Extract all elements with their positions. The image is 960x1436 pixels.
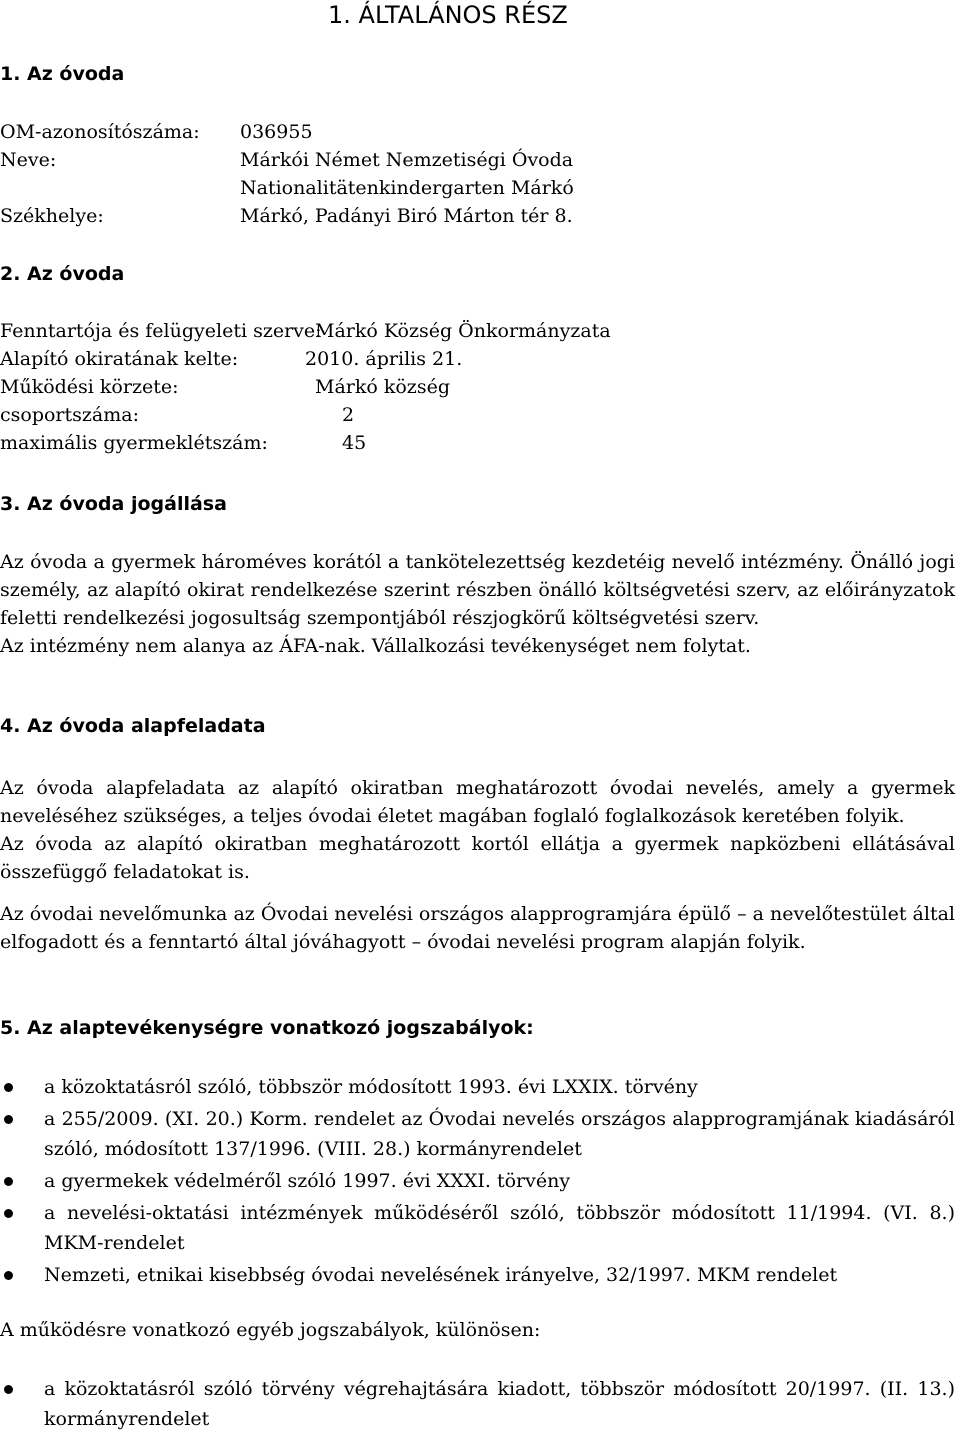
field-row [0,401,960,429]
other-legislation-heading: A működésre vonatkozó egyéb jogszabályok, különösen: [0,1319,541,1341]
field-value: Nationalitätenkindergarten Márkó [240,177,574,199]
list-item-text: a közoktatásról szóló, többször módosított 1993. évi LXXIX. törvény [44,1076,698,1098]
field-key: Alapító okiratának kelte: [0,348,239,370]
list-item [0,1104,955,1164]
list-item [0,1260,955,1290]
page-title [0,0,960,30]
bullet-icon [4,1083,13,1092]
list-item-text: a közoktatásról szóló törvény végrehajtására kiadott, többször módosított 20/1997. (II. 13.) kormányrendelet [44,1378,955,1430]
other-legislation-list [0,1374,955,1436]
list-item [0,1072,955,1102]
list-item-text: a nevelési-oktatási intézmények működéséről szóló, többször módosított 11/1994. (VI. 8.) MKM-rendelet [44,1202,955,1254]
field-row [0,317,960,345]
field-row [0,202,960,230]
bullet-icon [4,1177,13,1186]
section3-heading: 3. Az óvoda jogállása [0,493,227,515]
bullet-icon [4,1209,13,1218]
field-value: Márkó község [315,376,450,398]
field-key: Neve: [0,149,57,171]
field-key: maximális gyermeklétszám: [0,432,268,454]
field-row [0,345,960,373]
field-row [0,146,960,174]
bullet-icon [4,1385,13,1394]
list-item [0,1198,955,1258]
field-key: Székhelye: [0,205,104,227]
section1-heading: 1. Az óvoda [0,63,125,85]
field-value: 45 [342,432,367,454]
section2-fields [0,317,960,457]
field-key: csoportszáma: [0,404,139,426]
field-value: 2010. április 21. [305,348,463,370]
section5-heading: 5. Az alaptevékenységre vonatkozó jogszabályok: [0,1017,534,1039]
section4-paragraph-2: Az óvoda az alapító okiratban meghatározott kortól ellátja a gyermek napközbeni ellátásával összefüggő feladatokat is. [0,833,955,883]
field-row [0,373,960,401]
section3-paragraph: Az óvoda a gyermek hároméves korától a tankötelezettség kezdetéig nevelő intézmény. Önálló jogi személy, az alapító okirat rendelkezése szerint részben önálló költségvetési szerv, az előirányzatok feletti rendelkezési jogosultság szempontjából részjogkörű költségvetési szerv. [0,551,955,629]
legislation-list [0,1072,955,1292]
list-item [0,1166,955,1196]
field-row [0,118,960,146]
field-key: Működési körzete: [0,376,179,398]
field-row [0,174,960,202]
section4-heading: 4. Az óvoda alapfeladata [0,715,266,737]
field-key: OM-azonosítószáma: [0,121,200,143]
list-item-text: a gyermekek védelméről szóló 1997. évi XXXI. törvény [44,1170,571,1192]
section4-paragraph-3: Az óvodai nevelőmunka az Óvodai nevelési országos alapprogramjára épülő – a nevelőtestület által elfogadott és a fenntartó által jóváhagyott – óvodai nevelési program alapján folyik. [0,903,955,953]
field-key: Fenntartója és felügyeleti szerve: [0,320,322,342]
section1-fields [0,118,960,230]
list-item [0,1374,955,1434]
bullet-icon [4,1271,13,1280]
field-value: 2 [342,404,355,426]
field-value: Márkó, Padányi Biró Márton tér 8. [240,205,573,227]
bullet-icon [4,1115,13,1124]
field-value: Márkó Község Önkormányzata [315,320,611,342]
section3-paragraph-2: Az intézmény nem alanya az ÁFA-nak. Vállalkozási tevékenységet nem folytat. [0,635,751,657]
section2-heading: 2. Az óvoda [0,263,125,285]
list-item-text: a 255/2009. (XI. 20.) Korm. rendelet az Óvodai nevelés országos alapprogramjának kiadásáról szóló, módosított 137/1996. (VIII. 28.) kormányrendelet [44,1108,955,1160]
field-value: 036955 [240,121,313,143]
section4-paragraph-1: Az óvoda alapfeladata az alapító okiratban meghatározott óvodai nevelés, amely a gyermek neveléséhez szükséges, a teljes óvodai életet magában foglaló foglalkozások keretében folyik. [0,777,955,827]
field-row [0,429,960,457]
field-value: Márkói Német Nemzetiségi Óvoda [240,149,574,171]
page-title-text: 1. ÁLTALÁNOS RÉSZ [328,1,568,29]
list-item-text: Nemzeti, etnikai kisebbség óvodai nevelésének irányelve, 32/1997. MKM rendelet [44,1264,838,1286]
